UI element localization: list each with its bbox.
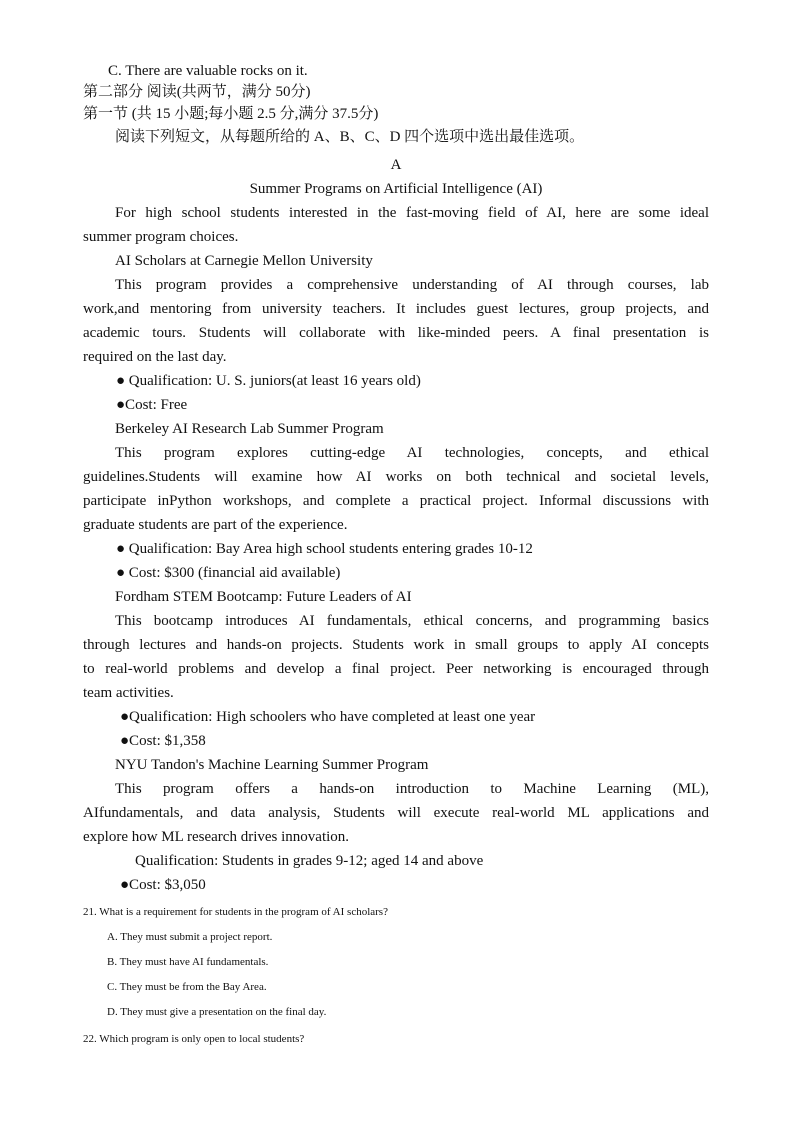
program-qualification: Qualification: Students in grades 9-12; aged 14 and above	[135, 853, 484, 869]
question-stem: 22. Which program is only open to local students?	[83, 1033, 305, 1045]
program-desc-line: through lectures and hands-on projects. Students work in small groups to apply AI concepts	[83, 637, 709, 653]
program-desc-line: This bootcamp introduces AI fundamentals, ethical concerns, and programming basics	[115, 613, 709, 629]
program-desc-line: participate inPython workshops, and complete a practical project. Informal discussions with	[83, 493, 709, 509]
program-desc-line: required on the last day.	[83, 349, 227, 365]
program-desc-line: graduate students are part of the experience.	[83, 517, 348, 533]
program-desc-line: work,and mentoring from university teachers. It includes guest lectures, group projects, and	[83, 301, 709, 317]
instruction: 阅读下列短文，从每题所给的 A、B、C、D 四个选项中选出最佳选项。	[115, 129, 585, 145]
section-heading: 第一节 (共 15 小题;每小题 2.5 分,满分 37.5分)	[83, 106, 379, 122]
program-desc-line: guidelines.Students will examine how AI works on both technical and societal levels,	[83, 469, 709, 485]
program-qualification: ● Qualification: U. S. juniors(at least 16 years old)	[116, 373, 421, 389]
program-cost: ● Cost: $300 (financial aid available)	[116, 565, 341, 581]
program-qualification: ● Qualification: Bay Area high school students entering grades 10-12	[116, 541, 533, 557]
intro-line: For high school students interested in the fast-moving field of AI, here are some ideal	[115, 205, 709, 221]
intro-line: summer program choices.	[83, 229, 239, 245]
program-cost: ●Cost: $3,050	[120, 877, 206, 893]
program-desc-line: This program offers a hands-on introduction to Machine Learning (ML),	[115, 781, 709, 797]
passage-title: Summer Programs on Artificial Intelligence (AI)	[249, 181, 543, 197]
part-heading: 第二部分 阅读(共两节，满分 50分)	[83, 84, 311, 100]
program-desc-line: AIfundamentals, and data analysis, Students will execute real-world ML applications and	[83, 805, 709, 821]
question-option: B. They must have AI fundamentals.	[107, 956, 269, 968]
program-desc-line: to real-world problems and develop a final project. Peer networking is encouraged through	[83, 661, 709, 677]
program-name: NYU Tandon's Machine Learning Summer Program	[115, 757, 429, 773]
program-cost: ●Cost: Free	[116, 397, 188, 413]
program-desc-line: This program explores cutting-edge AI technologies, concepts, and ethical	[115, 445, 709, 461]
program-desc-line: academic tours. Students will collaborate with like-minded peers. A final presentation is	[83, 325, 709, 341]
question-option: D. They must give a presentation on the final day.	[107, 1006, 327, 1018]
program-desc-line: team activities.	[83, 685, 174, 701]
program-cost: ●Cost: $1,358	[120, 733, 206, 749]
question-option: C. They must be from the Bay Area.	[107, 981, 267, 993]
program-qualification: ●Qualification: High schoolers who have completed at least one year	[120, 709, 536, 725]
program-desc-line: This program provides a comprehensive understanding of AI through courses, lab	[115, 277, 709, 293]
question-option: A. They must submit a project report.	[107, 931, 273, 943]
program-name: Fordham STEM Bootcamp: Future Leaders of AI	[115, 589, 412, 605]
question-stem: 21. What is a requirement for students in the program of AI scholars?	[83, 906, 388, 918]
program-desc-line: explore how ML research drives innovation.	[83, 829, 350, 845]
program-name: AI Scholars at Carnegie Mellon University	[115, 253, 373, 269]
program-name: Berkeley AI Research Lab Summer Program	[115, 421, 384, 437]
passage-letter: A	[390, 157, 402, 173]
previous-option-c: C. There are valuable rocks on it.	[108, 63, 308, 79]
